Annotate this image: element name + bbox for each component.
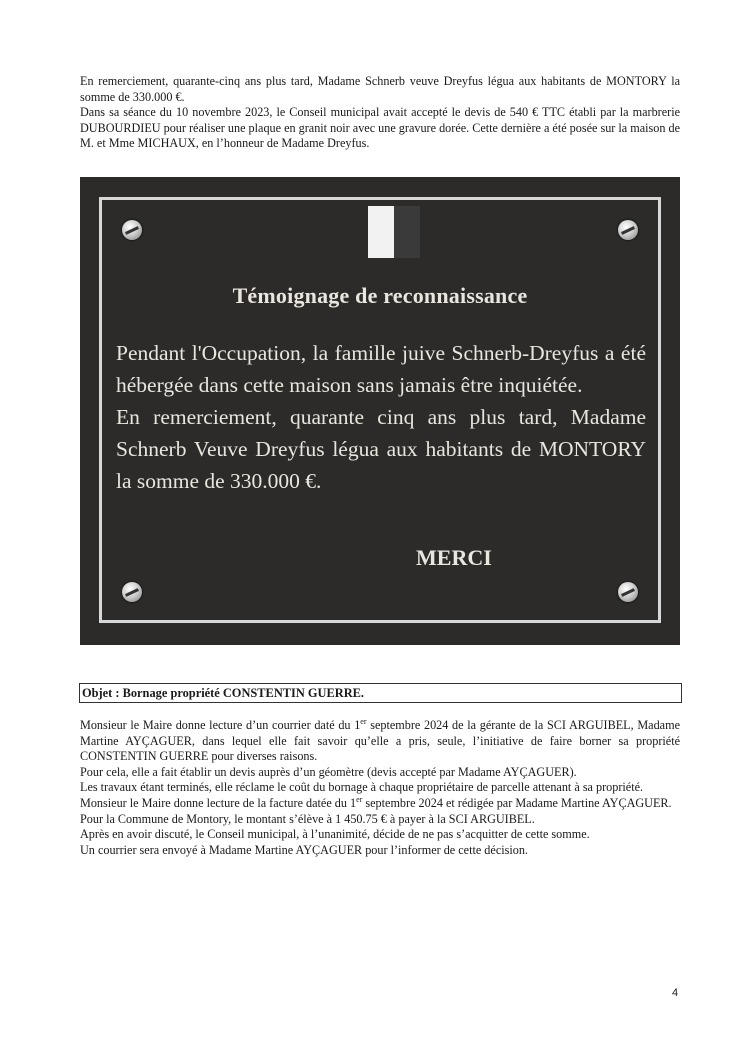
intro-paragraph-2: Dans sa séance du 10 novembre 2023, le Conseil municipal avait accepté le devis de 540 € TTC établi par la marbrerie DUBOURDIEU pour réaliser une plaque en granit noir avec une gravure dorée. Cette dernière a été posée sur la maison de M. et Mme MICHAUX, en l’honneur de Madame Dreyfus. bbox=[80, 105, 681, 151]
intro-paragraph-1: En remerciement, quarante-cinq ans plus tard, Madame Schnerb veuve Dreyfus légua aux habitants de MONTORY la somme de 330.000 €. bbox=[80, 74, 680, 104]
screw-icon bbox=[122, 582, 142, 602]
body-text: septembre 2024 et rédigée par Madame Martine AYÇAGUER. bbox=[362, 795, 672, 810]
flag-left-band bbox=[368, 206, 394, 258]
flag-right-band bbox=[394, 206, 420, 258]
body-text: septembre 2024 de la gérante de la SCI ARGUIBEL, Madame Martine AYÇAGUER, dans lequel elle fait savoir qu’elle a pris, seule, l’initiative de faire borner sa propriété CONSTENTIN GUERRE pour diverses raisons. bbox=[80, 718, 680, 764]
body-section bbox=[80, 718, 680, 858]
body-text: Monsieur le Maire donne lecture de la facture datée du 1 bbox=[80, 795, 357, 810]
body-paragraph-3: Les travaux étant terminés, elle réclame le coût du bornage à chaque propriétaire de parcelle attenant à sa propriété. bbox=[80, 780, 644, 795]
flag-icon bbox=[368, 206, 420, 258]
plaque-text bbox=[116, 337, 646, 497]
body-paragraph-6: Après en avoir discuté, le Conseil municipal, à l’unanimité, décide de ne pas s’acquitter de cette somme. bbox=[80, 827, 590, 842]
plaque-text-2: En remerciement, quarante cinq ans plus tard, Madame Schnerb Veuve Dreyfus légua aux habitants de MONTORY la somme de 330.000 €. bbox=[116, 405, 646, 493]
intro-section bbox=[80, 74, 680, 152]
body-paragraph-2: Pour cela, elle a fait établir un devis auprès d’un géomètre (devis accepté par Madame AYÇAGUER). bbox=[80, 764, 577, 779]
screw-icon bbox=[122, 220, 142, 240]
superscript: er bbox=[356, 794, 363, 804]
plaque-merci: MERCI bbox=[416, 545, 492, 570]
body-paragraph-5: Pour la Commune de Montory, le montant s’élève à 1 450.75 € à payer à la SCI ARGUIBEL. bbox=[80, 811, 535, 826]
page-number: 4 bbox=[672, 987, 679, 999]
plaque-photo bbox=[80, 177, 680, 645]
plaque-heading: Témoignage de reconnaissance bbox=[232, 283, 528, 308]
body-paragraph-1 bbox=[80, 718, 680, 765]
objet-title-box: Objet : Bornage propriété CONSTENTIN GUERRE. bbox=[79, 683, 682, 703]
plaque-text-1: Pendant l'Occupation, la famille juive Schnerb-Dreyfus a été hébergée dans cette maison sans jamais être inquiétée. bbox=[116, 341, 646, 397]
body-paragraph-7: Un courrier sera envoyé à Madame Martine AYÇAGUER pour l’informer de cette décision. bbox=[80, 842, 528, 857]
screw-icon bbox=[618, 582, 638, 602]
body-paragraph-4 bbox=[80, 796, 680, 812]
body-text: Monsieur le Maire donne lecture d’un courrier daté du 1 bbox=[80, 718, 361, 732]
superscript: er bbox=[360, 716, 367, 726]
screw-icon bbox=[618, 220, 638, 240]
